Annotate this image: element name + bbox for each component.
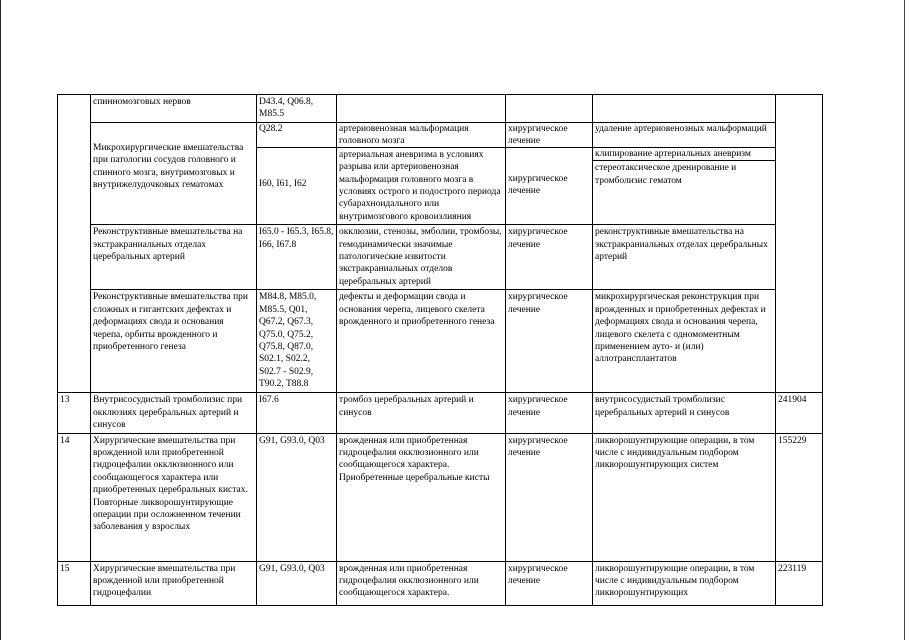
treatment-type-cell [506, 95, 593, 123]
patient-model-cell [337, 122, 506, 224]
treatment-type-cell: хирургическое лечение [506, 290, 593, 393]
icd-codes-cell: G91, G93.0, Q03 [257, 561, 337, 605]
price-cell: 223119 [776, 561, 823, 605]
medical-care-table [57, 94, 823, 606]
treatment-method-sub-a: удаление артериовенозных мальформаций [593, 123, 775, 148]
price-cell [776, 95, 823, 393]
treatment-method-sub-b1: клипирование артериальных аневризм [593, 148, 775, 161]
patient-model-cell: окклюзии, стенозы, эмболии, тромбозы, гемодинамически значимые патологические извитости экстракраниальных отделов церебральных артерий [337, 225, 506, 290]
treatment-type-cell: хирургическое лечение [506, 393, 593, 433]
icd-codes-cell: M84.8, M85.0, M85.5, Q01, Q67.2, Q67.3, Q75.0, Q75.2, Q75.8, Q87.0, S02.1, S02.2, S02.7 - S02.9, T90.2, T88.8 [257, 290, 337, 393]
table-row [58, 122, 823, 224]
price-cell: 241904 [776, 393, 823, 433]
treatment-method-cell: ликворошунтирующие операции, в том числе с индивидуальным подбором ликворошунтирующих [593, 561, 776, 605]
treatment-method-cell: микрохирургическая реконструкция при врожденных и приобретенных дефектах и деформациях свода и основания черепа, лицевого скелета с одномоментным применением ауто- и (или) аллотрансплантатов [593, 290, 776, 393]
treatment-type-cell: хирургическое лечение [506, 561, 593, 605]
icd-codes-sub-b: I60, I61, I62 [259, 178, 307, 189]
patient-model-cell [337, 95, 506, 123]
patient-model-cell: врожденная или приобретенная гидроцефалия окклюзионного или сообщающегося характера. [337, 561, 506, 605]
treatment-method-cell: реконструктивные вмешательства на экстракраниальных отделах церебральных артерий [593, 225, 776, 290]
patient-model-sub-b: артериальная аневризма в условиях разрыва или артериовенозная мальформация головного мозга в условиях острого и подострого периода субарахноидального или внутримозгового кровоизлияния [339, 149, 501, 222]
treatment-type-sub-b: хирургическое лечение [508, 173, 568, 197]
method-group-text: Микрохирургические вмешательства при патологии сосудов головного и спинного мозга, внутримозговых и внутрижелудочковых гематомах [93, 142, 244, 191]
method-group-cell: Хирургические вмешательства при врожденной или приобретенной гидроцефалии окклюзионного или сообщающегося характера или приобретенных церебральных кистах. Повторные ликворошунтирующие операции при осложненном течении заболевания у взрослых [91, 433, 257, 561]
icd-codes-cell: D43.4, Q06.8, M85.5 [257, 95, 337, 123]
row-number-cell [58, 95, 91, 393]
row-number-cell: 15 [58, 561, 91, 605]
icd-codes-cell [257, 122, 337, 224]
treatment-method-cell: ликворошунтирующие операции, в том числе с индивидуальным подбором ликворошунтирующих систем [593, 433, 776, 561]
method-group-cell: Хирургические вмешательства при врожденной или приобретенной гидроцефалии [91, 561, 257, 605]
patient-model-cell: врожденная или приобретенная гидроцефалия окклюзионного или сообщающегося характера. Приобретенные церебральные кисты [337, 433, 506, 561]
icd-codes-cell: I65.0 - I65.3, I65.8, I66, I67.8 [257, 225, 337, 290]
treatment-type-cell [506, 122, 593, 224]
table-row [58, 561, 823, 605]
treatment-method-cell: внутрисосудистый тромболизис церебральных артерий и синусов [593, 393, 776, 433]
treatment-type-sub-a: хирургическое лечение [506, 123, 592, 148]
method-group-cell: Реконструктивные вмешательства на экстракраниальных отделах церебральных артерий [91, 225, 257, 290]
treatment-method-cell [593, 122, 776, 224]
table-row [58, 433, 823, 561]
table-row [58, 95, 823, 123]
icd-codes-cell: I67.6 [257, 393, 337, 433]
table-row [58, 393, 823, 433]
patient-model-sub-a: артериовенозная мальформация головного мозга [337, 123, 505, 148]
patient-model-cell: тромбоз церебральных артерий и синусов [337, 393, 506, 433]
treatment-type-cell: хирургическое лечение [506, 225, 593, 290]
method-group-cell: Внутрисосудистый тромболизис при окклюзиях церебральных артерий и синусов [91, 393, 257, 433]
table-row [58, 225, 823, 290]
icd-codes-sub-a: Q28.2 [257, 123, 336, 148]
method-group-cell [91, 122, 257, 224]
table-row [58, 290, 823, 393]
row-number-cell: 13 [58, 393, 91, 433]
method-group-cell: спинномозговых нервов [91, 95, 257, 123]
patient-model-cell: дефекты и деформации свода и основания черепа, лицевого скелета врожденного и приобретенного генеза [337, 290, 506, 393]
page-left-edge [0, 0, 1, 640]
treatment-method-cell [593, 95, 776, 123]
price-cell: 155229 [776, 433, 823, 561]
treatment-type-cell: хирургическое лечение [506, 433, 593, 561]
treatment-method-sub-b2: стереотаксическое дренирование и тромболизис гематом [595, 163, 737, 186]
row-number-cell: 14 [58, 433, 91, 561]
method-group-cell: Реконструктивные вмешательства при сложных и гигантских дефектах и деформациях свода и основания черепа, орбиты врожденного и приобретенного генеза [91, 290, 257, 393]
icd-codes-cell: G91, G93.0, Q03 [257, 433, 337, 561]
